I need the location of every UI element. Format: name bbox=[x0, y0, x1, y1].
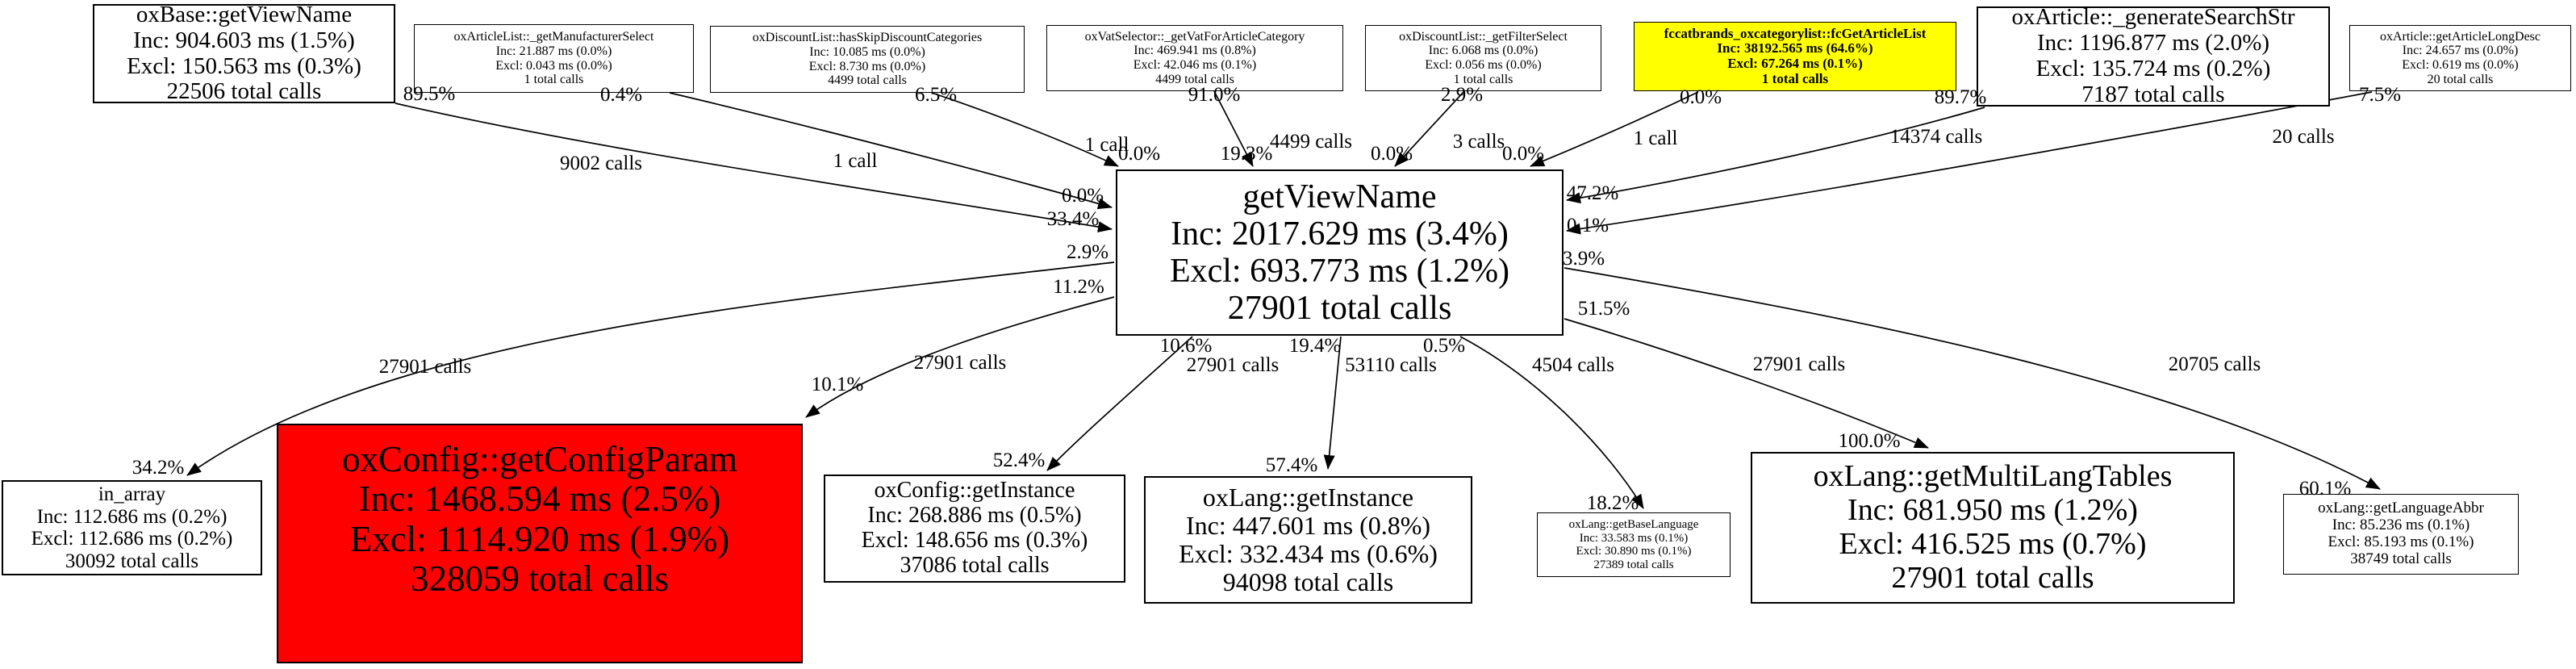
node-getvatforarticlecategory bbox=[1046, 25, 1343, 91]
node-oxbase-getviewname bbox=[93, 1, 395, 105]
node-exclusive-time: Excl: 0.619 ms (0.0%) bbox=[2402, 58, 2519, 72]
edge-dest-pct: 57.4% bbox=[1265, 454, 1318, 476]
node-title: getViewName bbox=[1242, 178, 1437, 215]
node-title: oxDiscountList::hasSkipDiscountCategories bbox=[752, 31, 983, 45]
edge-src-pct: 2.9% bbox=[1066, 241, 1109, 263]
node-title: oxLang::getInstance bbox=[1202, 482, 1414, 512]
node-exclusive-time: Excl: 148.656 ms (0.3%) bbox=[861, 528, 1088, 553]
edge-src-pct: 91.0% bbox=[1188, 84, 1241, 106]
node-exclusive-time: Excl: 416.525 ms (0.7%) bbox=[1839, 527, 2147, 561]
edge-getmanufacturerselect-to-getviewname bbox=[670, 93, 1112, 207]
node-title: oxLang::getBaseLanguage bbox=[1568, 518, 1699, 531]
edge-src-pct: 6.5% bbox=[914, 84, 958, 106]
node-exclusive-time: Excl: 85.193 ms (0.1%) bbox=[2328, 533, 2474, 550]
node-title: oxLang::getMultiLangTables bbox=[1813, 459, 2173, 494]
edge-src-pct: 89.7% bbox=[1934, 86, 1987, 108]
edge-src-pct: 3.9% bbox=[1562, 248, 1605, 270]
node-exclusive-time: Excl: 693.773 ms (1.2%) bbox=[1169, 253, 1510, 290]
node-inclusive-time: Inc: 904.603 ms (1.5%) bbox=[133, 27, 355, 53]
edge-call-count: 3 calls bbox=[1452, 131, 1505, 153]
node-generatesearchstr bbox=[1977, 6, 2330, 107]
node-inclusive-time: Inc: 10.085 ms (0.0%) bbox=[809, 44, 925, 59]
node-inclusive-time: Inc: 1196.877 ms (2.0%) bbox=[2036, 30, 2270, 56]
node-total-calls: 94098 total calls bbox=[1222, 567, 1394, 597]
node-title: in_array bbox=[98, 483, 166, 505]
node-exclusive-time: Excl: 8.730 ms (0.0%) bbox=[808, 59, 926, 73]
edge-dest-pct: 33.4% bbox=[1046, 208, 1100, 230]
node-total-calls: 328059 total calls bbox=[411, 558, 669, 599]
node-total-calls: 27901 total calls bbox=[1227, 290, 1452, 328]
node-total-calls: 7187 total calls bbox=[2081, 81, 2225, 107]
node-inclusive-time: Inc: 681.950 ms (1.2%) bbox=[1847, 493, 2138, 528]
node-inclusive-time: Inc: 33.583 ms (0.1%) bbox=[1579, 531, 1689, 545]
node-exclusive-time: Excl: 150.563 ms (0.3%) bbox=[127, 52, 361, 79]
edge-call-count: 14374 calls bbox=[1889, 126, 1983, 148]
node-getarticlelongdesc bbox=[2349, 25, 2571, 91]
edge-getviewname-to-getmultilangtables bbox=[1564, 319, 1928, 448]
edge-call-count: 27901 calls bbox=[378, 356, 472, 378]
node-inclusive-time: Inc: 112.686 ms (0.2%) bbox=[36, 505, 228, 528]
edge-src-pct: 51.5% bbox=[1577, 298, 1630, 320]
edge-getarticlelongdesc-to-getviewname bbox=[1567, 92, 2372, 231]
edge-dest-pct: 19.3% bbox=[1220, 143, 1273, 165]
node-inclusive-time: Inc: 6.068 ms (0.0%) bbox=[1428, 44, 1539, 58]
edge-call-count: 1 call bbox=[833, 150, 878, 172]
edge-call-count: 4499 calls bbox=[1269, 131, 1353, 153]
edge-call-count: 4504 calls bbox=[1531, 354, 1615, 376]
edge-call-count: 27901 calls bbox=[913, 352, 1007, 374]
node-inclusive-time: Inc: 268.886 ms (0.5%) bbox=[867, 503, 1082, 529]
edge-call-count: 27901 calls bbox=[1186, 354, 1280, 376]
node-inclusive-time: Inc: 2017.629 ms (3.4%) bbox=[1171, 215, 1509, 253]
edge-call-count: 1 call bbox=[1633, 128, 1678, 149]
node-total-calls: 1 total calls bbox=[1453, 72, 1513, 86]
node-getviewname bbox=[1116, 169, 1564, 336]
edge-call-count: 53110 calls bbox=[1345, 354, 1437, 376]
edge-dest-pct: 0.0% bbox=[1501, 143, 1545, 165]
node-exclusive-time: Excl: 135.724 ms (0.2%) bbox=[2035, 56, 2271, 82]
node-getconfigparam bbox=[277, 424, 803, 663]
edge-src-pct: 0.4% bbox=[599, 84, 643, 106]
node-getmanufacturerselect bbox=[414, 24, 694, 93]
node-exclusive-time: Excl: 0.043 ms (0.0%) bbox=[495, 58, 612, 73]
node-title: oxArticle::_generateSearchStr bbox=[2011, 4, 2295, 31]
node-exclusive-time: Excl: 30.890 ms (0.1%) bbox=[1576, 545, 1692, 558]
edge-call-count: 20 calls bbox=[2272, 126, 2335, 148]
edge-dest-pct: 47.2% bbox=[1566, 182, 1619, 204]
node-inclusive-time: Inc: 447.601 ms (0.8%) bbox=[1185, 510, 1431, 540]
node-exclusive-time: Excl: 1114.920 ms (1.9%) bbox=[349, 518, 730, 559]
edge-src-pct: 11.2% bbox=[1053, 276, 1104, 298]
edge-dest-pct: 0.0% bbox=[1117, 143, 1161, 165]
node-total-calls: 4499 total calls bbox=[828, 73, 907, 88]
node-exclusive-time: Excl: 332.434 ms (0.6%) bbox=[1179, 539, 1438, 568]
node-title: oxLang::getLanguageAbbr bbox=[2318, 500, 2484, 517]
node-title: oxVatSelector::_getVatForArticleCategory bbox=[1084, 29, 1305, 44]
node-getbaselanguage bbox=[1537, 512, 1731, 577]
edge-dest-pct: 34.2% bbox=[132, 457, 185, 479]
node-inclusive-time: Inc: 469.941 ms (0.8%) bbox=[1134, 44, 1256, 58]
edge-dest-pct: 18.2% bbox=[1586, 492, 1639, 514]
node-title: oxConfig::getConfigParam bbox=[342, 438, 737, 479]
edge-dest-pct: 52.4% bbox=[992, 449, 1046, 471]
node-total-calls: 22506 total calls bbox=[166, 78, 322, 105]
edge-dest-pct: 10.1% bbox=[811, 374, 864, 395]
node-inclusive-time: Inc: 21.887 ms (0.0%) bbox=[495, 44, 612, 58]
node-inclusive-time: Inc: 85.236 ms (0.1%) bbox=[2332, 516, 2470, 534]
node-exclusive-time: Excl: 67.264 ms (0.1%) bbox=[1727, 56, 1863, 71]
node-title: oxArticle::getArticleLongDesc bbox=[2379, 29, 2541, 44]
edge-dest-pct: 0.0% bbox=[1370, 143, 1413, 165]
edge-dest-pct: 60.1% bbox=[2298, 478, 2352, 500]
node-total-calls: 20 total calls bbox=[2427, 72, 2494, 86]
node-fcgetarticlelist bbox=[1634, 22, 1956, 91]
node-total-calls: 30092 total calls bbox=[65, 550, 199, 572]
edge-src-pct: 19.4% bbox=[1288, 335, 1342, 357]
node-total-calls: 1 total calls bbox=[1761, 70, 1829, 86]
node-exclusive-time: Excl: 42.046 ms (0.1%) bbox=[1133, 58, 1257, 72]
node-inclusive-time: Inc: 24.657 ms (0.0%) bbox=[2402, 44, 2519, 58]
edge-src-pct: 0.0% bbox=[1679, 86, 1722, 108]
node-exclusive-time: Excl: 0.056 ms (0.0%) bbox=[1425, 58, 1542, 72]
node-title: oxBase::getViewName bbox=[136, 1, 353, 27]
edge-oxbase-to-getviewname bbox=[395, 103, 1112, 229]
edge-dest-pct: 0.1% bbox=[1566, 215, 1609, 236]
edge-call-count: 9002 calls bbox=[559, 153, 643, 174]
node-exclusive-time: Excl: 112.686 ms (0.2%) bbox=[31, 528, 233, 550]
node-oxlang-getinstance bbox=[1144, 476, 1472, 604]
node-total-calls: 27389 total calls bbox=[1593, 558, 1674, 571]
edge-generatesearchstr-to-getviewname bbox=[1567, 107, 1985, 200]
edge-call-count: 27901 calls bbox=[1752, 353, 1846, 375]
edge-src-pct: 10.6% bbox=[1159, 335, 1213, 357]
node-title: oxDiscountList::_getFilterSelect bbox=[1399, 29, 1568, 44]
edge-src-pct: 7.5% bbox=[2358, 84, 2402, 106]
node-inclusive-time: Inc: 1468.594 ms (2.5%) bbox=[358, 479, 721, 519]
node-inclusive-time: Inc: 38192.565 ms (64.6%) bbox=[1717, 40, 1873, 56]
edge-src-pct: 0.5% bbox=[1422, 335, 1466, 357]
node-title: fccatbrands_oxcategorylist::fcGetArticleList bbox=[1664, 25, 1927, 41]
node-total-calls: 1 total calls bbox=[524, 73, 584, 87]
node-total-calls: 27901 total calls bbox=[1891, 560, 2094, 595]
node-getlanguageabbr bbox=[2283, 494, 2519, 575]
edge-call-count: 1 call bbox=[1084, 134, 1129, 156]
node-title: oxArticleList::_getManufacturerSelect bbox=[453, 30, 654, 44]
node-total-calls: 37086 total calls bbox=[900, 552, 1050, 578]
node-title: oxConfig::getInstance bbox=[874, 478, 1075, 504]
edge-dest-pct: 0.0% bbox=[1061, 185, 1104, 207]
edge-call-count: 20705 calls bbox=[2168, 353, 2261, 375]
node-getfilterselect bbox=[1365, 25, 1601, 91]
node-oxconfig-getinstance bbox=[824, 475, 1125, 583]
node-getmultilangtables bbox=[1751, 452, 2235, 604]
node-hasskipdiscountcategories bbox=[710, 26, 1025, 93]
node-in-array bbox=[2, 480, 262, 575]
edge-src-pct: 2.9% bbox=[1440, 84, 1484, 106]
edge-src-pct: 89.5% bbox=[403, 83, 456, 105]
node-total-calls: 38749 total calls bbox=[2350, 550, 2452, 567]
node-total-calls: 4499 total calls bbox=[1155, 72, 1234, 86]
edge-dest-pct: 100.0% bbox=[1838, 430, 1901, 452]
